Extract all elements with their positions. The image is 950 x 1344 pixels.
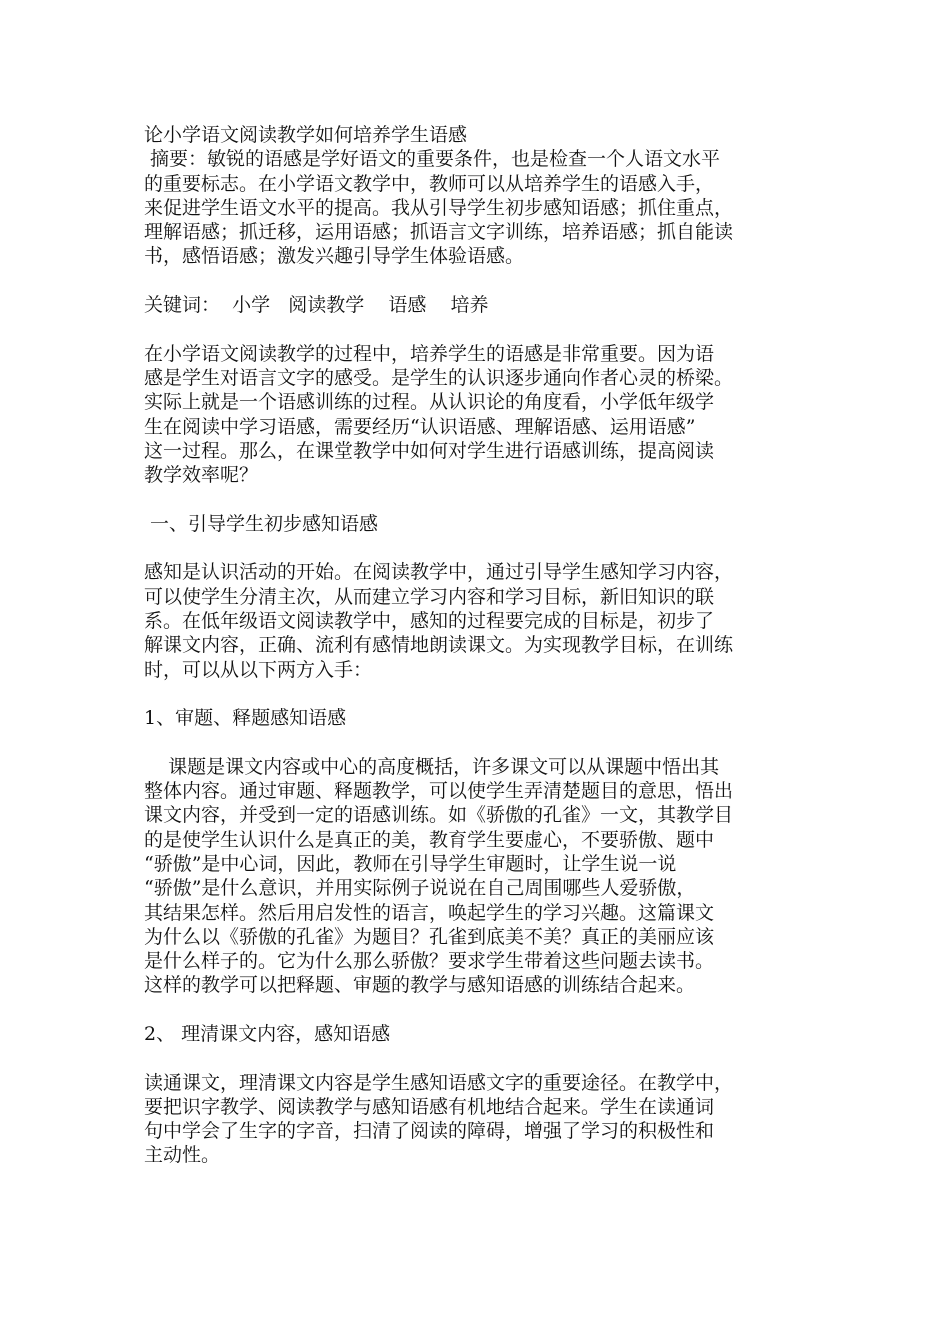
abstract-line: 的重要标志。在小学语文教学中，教师可以从培养学生的语感入手， — [144, 172, 715, 195]
sub2-line: 主动性。 — [144, 1144, 221, 1167]
subsection-heading: 2、 理清课文内容，感知语感 — [144, 1022, 391, 1045]
sub1-line: “骄傲”是中心词，因此，教师在引导学生审题时，让学生说一说 — [144, 852, 677, 875]
section1-line: 感知是认识活动的开始。在阅读教学中，通过引导学生感知学习内容， — [144, 561, 734, 584]
sub1-line: 课文内容，并受到一定的语感训练。如《骄傲的孔雀》一文，其教学目 — [144, 804, 734, 827]
sub1-line: 为什么以《骄傲的孔雀》为题目？孔雀到底美不美？真正的美丽应该 — [144, 925, 715, 948]
section1-line: 解课文内容，正确、流利有感情地朗读课文。为实现教学目标，在训练 — [144, 634, 734, 657]
section-heading: 一、引导学生初步感知语感 — [144, 512, 379, 535]
intro-paragraph — [144, 342, 828, 488]
subsection-heading: 1、审题、释题感知语感 — [144, 707, 347, 730]
section1-line: 可以使学生分清主次，从而建立学习内容和学习目标，新旧知识的联 — [144, 585, 715, 608]
sub1-line: 整体内容。通过审题、释题教学，可以使学生弄清楚题目的意思，悟出 — [144, 780, 734, 803]
paragraph-spacer — [144, 269, 828, 293]
abstract-line: 书，感悟语感；激发兴趣引导学生体验语感。 — [144, 245, 525, 268]
sub1-line: 这样的教学可以把释题、审题的教学与感知语感的训练结合起来。 — [144, 974, 696, 997]
abstract-line: 来促进学生语文水平的提高。我从引导学生初步感知语感；抓住重点， — [144, 196, 734, 219]
paragraph-spacer — [144, 487, 828, 511]
sub1-line: 其结果怎样。然后用启发性的语言，唤起学生的学习兴趣。这篇课文 — [144, 901, 715, 924]
paragraph-spacer — [144, 536, 828, 560]
intro-line: 感是学生对语言文字的感受。是学生的认识逐步通向作者心灵的桥梁。 — [144, 366, 734, 389]
abstract-line: 理解语感；抓迁移，运用语感；抓语言文字训练，培养语感；抓自能读 — [144, 221, 734, 244]
sub2-line: 句中学会了生字的字音，扫清了阅读的障碍，增强了学习的积极性和 — [144, 1120, 715, 1143]
section1-paragraph — [144, 560, 828, 681]
intro-line: 生在阅读中学习语感，需要经历“认识语感、理解语感、运用语感” — [144, 415, 696, 438]
section1-line: 系。在低年级语文阅读教学中，感知的过程要完成的目标是，初步了 — [144, 609, 715, 632]
sub1-paragraph — [144, 755, 828, 998]
abstract-line: 摘要：敏锐的语感是学好语文的重要条件，也是检查一个人语文水平 — [144, 148, 721, 171]
paragraph-spacer — [144, 1046, 828, 1070]
intro-line: 实际上就是一个语感训练的过程。从认识论的角度看，小学低年级学 — [144, 391, 715, 414]
intro-line: 在小学语文阅读教学的过程中，培养学生的语感是非常重要。因为语 — [144, 342, 715, 365]
document-title: 论小学语文阅读教学如何培养学生语感 — [144, 124, 468, 146]
sub1-line: “骄傲”是什么意识，并用实际例子说说在自己周围哪些人爱骄傲， — [144, 877, 696, 900]
paragraph-spacer — [144, 317, 828, 341]
sub1-line: 是什么样子的。它为什么那么骄傲？要求学生带着这些问题去读书。 — [144, 950, 715, 973]
keywords-line: 关键词： 小学 阅读教学 语感 培养 — [144, 294, 489, 317]
paragraph-spacer — [144, 730, 828, 754]
intro-line: 这一过程。那么，在课堂教学中如何对学生进行语感训练，提高阅读 — [144, 439, 715, 462]
sub2-paragraph — [144, 1071, 828, 1168]
sub2-line: 要把识字教学、阅读教学与感知语感有机地结合起来。学生在读通词 — [144, 1095, 715, 1118]
document-body — [144, 123, 828, 1168]
abstract-paragraph — [144, 147, 828, 268]
paragraph-spacer — [144, 682, 828, 706]
sub2-line: 读通课文，理清课文内容是学生感知语感文字的重要途径。在教学中， — [144, 1071, 734, 1094]
intro-line: 教学效率呢？ — [144, 464, 259, 487]
sub1-line: 的是使学生认识什么是真正的美，教育学生要虚心，不要骄傲、题中 — [144, 828, 715, 851]
section1-line: 时，可以从以下两方入手： — [144, 658, 373, 681]
paragraph-spacer — [144, 998, 828, 1022]
sub1-line: 课题是课文内容或中心的高度概括，许多课文可以从课题中悟出其 — [144, 755, 720, 778]
